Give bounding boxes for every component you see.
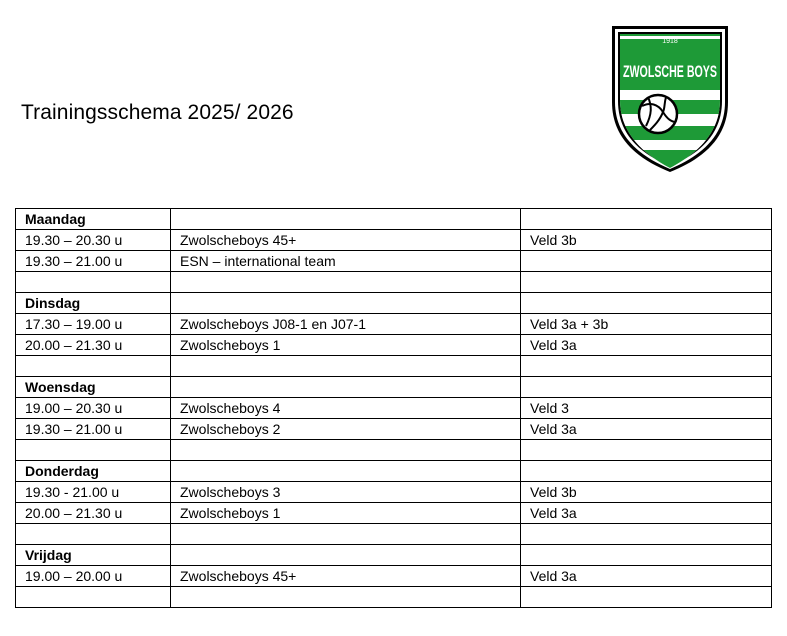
time-cell: 19.30 – 21.00 u: [16, 419, 171, 440]
time-cell: [16, 272, 171, 293]
table-row: [16, 251, 772, 272]
field-cell: Veld 3a: [521, 335, 772, 356]
table-row: [16, 314, 772, 335]
field-cell: Veld 3a: [521, 419, 772, 440]
team-cell: Zwolscheboys 4: [171, 398, 521, 419]
field-cell: [521, 461, 772, 482]
field-cell: Veld 3b: [521, 482, 772, 503]
time-cell: [16, 524, 171, 545]
field-cell: [521, 356, 772, 377]
logo-name: ZWOLSCHE BOYS: [623, 63, 717, 81]
team-cell: [171, 293, 521, 314]
time-cell: 19.30 – 20.30 u: [16, 230, 171, 251]
team-cell: Zwolscheboys 45+: [171, 566, 521, 587]
field-cell: Veld 3a: [521, 503, 772, 524]
table-row: [16, 398, 772, 419]
team-cell: Zwolscheboys J08-1 en J07-1: [171, 314, 521, 335]
field-cell: Veld 3a: [521, 566, 772, 587]
time-cell: 20.00 – 21.30 u: [16, 335, 171, 356]
field-cell: [521, 587, 772, 608]
team-cell: Zwolscheboys 3: [171, 482, 521, 503]
time-cell: [16, 356, 171, 377]
team-cell: [171, 356, 521, 377]
field-cell: [521, 524, 772, 545]
table-row: [16, 335, 772, 356]
table-row: [16, 482, 772, 503]
field-cell: [521, 251, 772, 272]
team-cell: ESN – international team: [171, 251, 521, 272]
day-header-row: [16, 545, 772, 566]
field-cell: [521, 545, 772, 566]
spacer-row: [16, 272, 772, 293]
time-cell: [16, 440, 171, 461]
football-icon: [639, 95, 677, 133]
field-cell: [521, 209, 772, 230]
time-cell: 19.30 - 21.00 u: [16, 482, 171, 503]
team-cell: [171, 545, 521, 566]
time-cell: 17.30 – 19.00 u: [16, 314, 171, 335]
team-cell: [171, 377, 521, 398]
time-cell: 19.30 – 21.00 u: [16, 251, 171, 272]
field-cell: [521, 440, 772, 461]
table-row: [16, 230, 772, 251]
field-cell: [521, 293, 772, 314]
time-cell: 19.00 – 20.30 u: [16, 398, 171, 419]
spacer-row: [16, 587, 772, 608]
day-header-row: [16, 461, 772, 482]
day-header-row: [16, 293, 772, 314]
day-label: Vrijdag: [16, 545, 171, 566]
time-cell: [16, 587, 171, 608]
day-label: Woensdag: [16, 377, 171, 398]
team-cell: Zwolscheboys 1: [171, 503, 521, 524]
team-cell: Zwolscheboys 2: [171, 419, 521, 440]
day-header-row: [16, 377, 772, 398]
logo-year: 1918: [662, 38, 678, 45]
day-header-row: [16, 209, 772, 230]
spacer-row: [16, 440, 772, 461]
spacer-row: [16, 356, 772, 377]
team-cell: [171, 209, 521, 230]
team-cell: [171, 272, 521, 293]
team-cell: Zwolscheboys 45+: [171, 230, 521, 251]
team-cell: [171, 587, 521, 608]
time-cell: 20.00 – 21.30 u: [16, 503, 171, 524]
day-label: Donderdag: [16, 461, 171, 482]
time-cell: 19.00 – 20.00 u: [16, 566, 171, 587]
team-cell: Zwolscheboys 1: [171, 335, 521, 356]
field-cell: Veld 3a + 3b: [521, 314, 772, 335]
day-label: Maandag: [16, 209, 171, 230]
field-cell: Veld 3b: [521, 230, 772, 251]
spacer-row: [16, 524, 772, 545]
team-cell: [171, 440, 521, 461]
field-cell: [521, 272, 772, 293]
training-schedule-table: [15, 208, 772, 608]
table-row: [16, 503, 772, 524]
club-logo: [608, 22, 732, 174]
day-label: Dinsdag: [16, 293, 171, 314]
table-row: [16, 419, 772, 440]
table-row: [16, 566, 772, 587]
page-title: Trainingsschema 2025/ 2026: [21, 101, 294, 124]
field-cell: Veld 3: [521, 398, 772, 419]
team-cell: [171, 461, 521, 482]
field-cell: [521, 377, 772, 398]
team-cell: [171, 524, 521, 545]
